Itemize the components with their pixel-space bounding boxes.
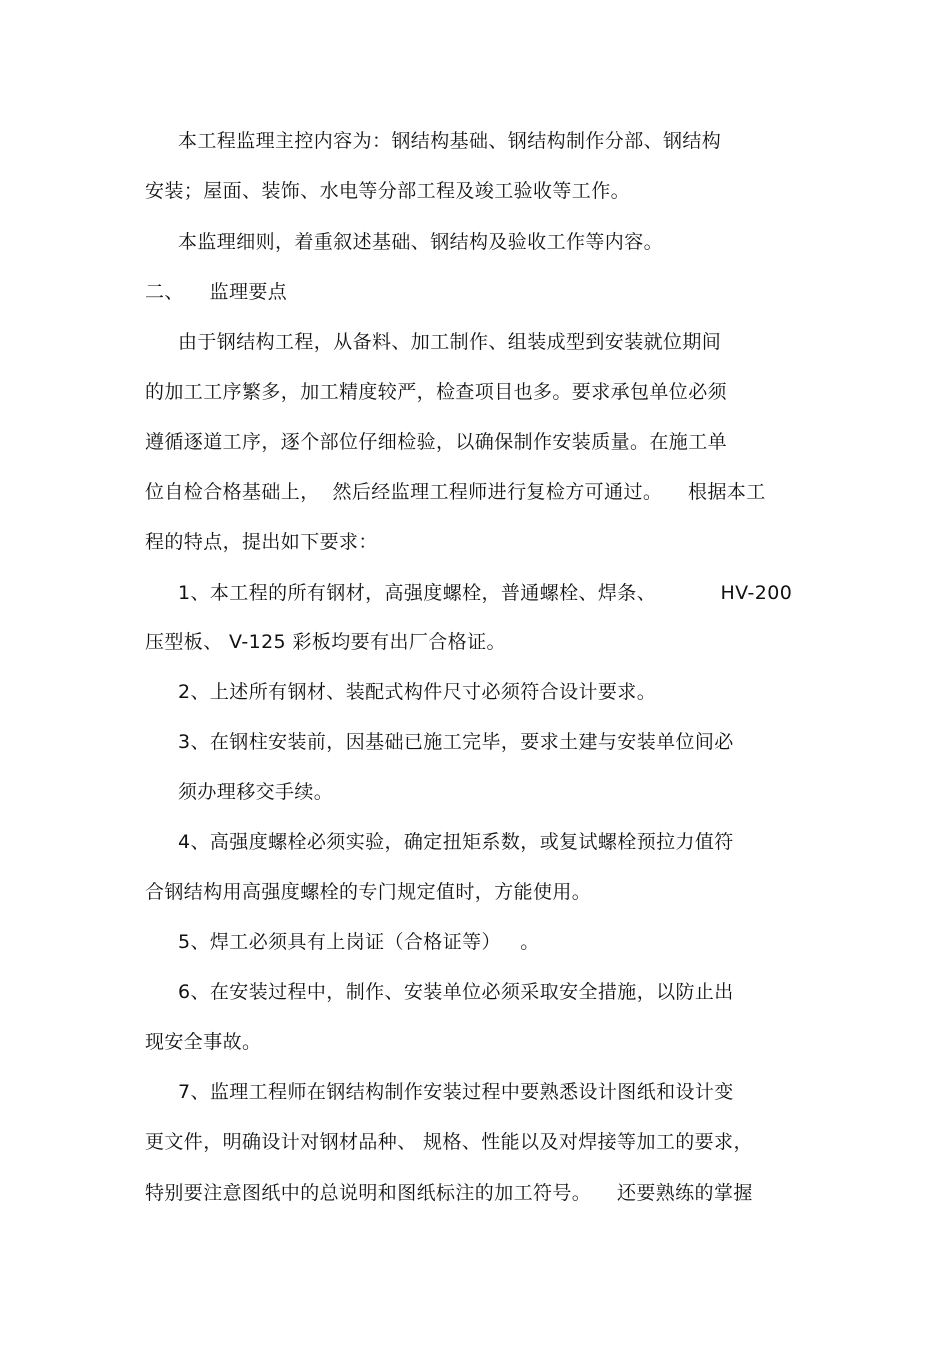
list-item: 5、焊工必须具有上岗证（合格证等） 。: [178, 931, 540, 953]
list-item: 7、监理工程师在钢结构制作安装过程中要熟悉设计图纸和设计变: [178, 1081, 734, 1103]
paragraph-line: 由于钢结构工程，从备料、加工制作、组装成型到安装就位期间: [178, 331, 722, 353]
paragraph-line: 遵循逐道工序，逐个部位仔细检验，以确保制作安装质量。在施工单: [145, 431, 728, 453]
paragraph-line: 安装；屋面、装饰、水电等分部工程及竣工验收等工作。: [145, 180, 631, 202]
list-item: 2、上述所有钢材、装配式构件尺寸必须符合设计要求。: [178, 681, 657, 703]
list-item: 1、本工程的所有钢材，高强度螺栓，普通螺栓、焊条、 HV-200: [178, 582, 793, 604]
list-item: 6、在安装过程中，制作、安装单位必须采取安全措施，以防止出: [178, 981, 734, 1003]
paragraph-line: 程的特点，提出如下要求：: [145, 531, 378, 553]
paragraph-line: 本工程监理主控内容为：钢结构基础、钢结构制作分部、钢结构: [178, 130, 722, 152]
list-item-continuation: 压型板、 V-125 彩板均要有出厂合格证。: [145, 631, 506, 653]
list-item-continuation: 现安全事故。: [145, 1031, 262, 1053]
list-item: 3、在钢柱安装前，因基础已施工完毕，要求土建与安装单位间必: [178, 731, 734, 753]
list-item-continuation: 合钢结构用高强度螺栓的专门规定值时，方能使用。: [145, 881, 592, 903]
paragraph-line: 位自检合格基础上， 然后经监理工程师进行复检方可通过。 根据本工: [145, 481, 766, 503]
list-item: 4、高强度螺栓必须实验，确定扭矩系数，或复试螺栓预拉力值符: [178, 831, 734, 853]
list-item-continuation: 须办理移交手续。: [178, 781, 334, 803]
section-heading: 二、 监理要点: [145, 281, 288, 303]
paragraph-line: 本监理细则，着重叙述基础、钢结构及验收工作等内容。: [178, 231, 664, 253]
list-item-continuation: 更文件，明确设计对钢材品种、 规格、性能以及对焊接等加工的要求，: [145, 1131, 753, 1153]
list-item-continuation: 特别要注意图纸中的总说明和图纸标注的加工符号。 还要熟练的掌握: [145, 1182, 753, 1204]
paragraph-line: 的加工工序繁多，加工精度较严，检查项目也多。要求承包单位必须: [145, 381, 728, 403]
